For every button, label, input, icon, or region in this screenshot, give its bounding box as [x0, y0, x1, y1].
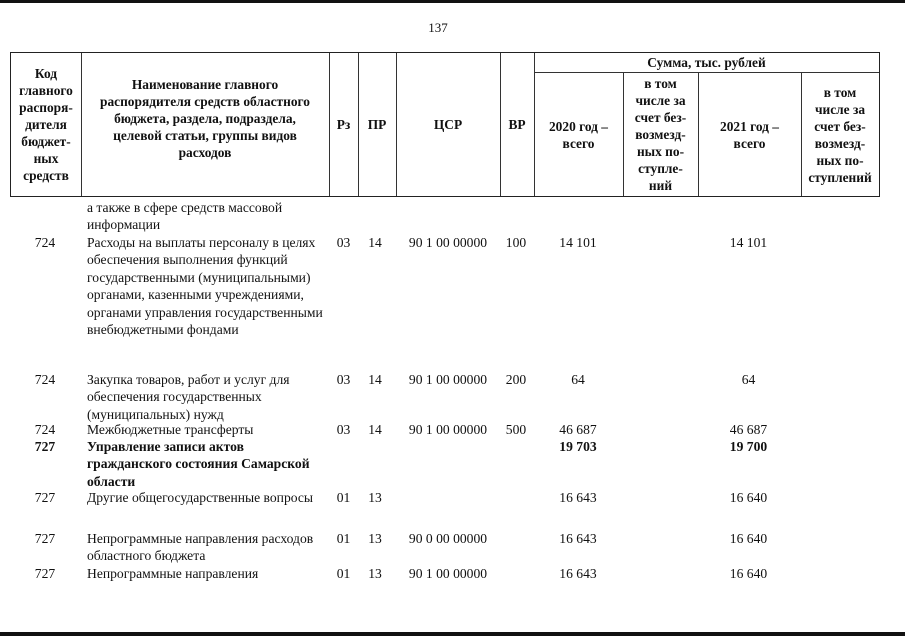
header-2020-incl: в том числе за счет без-возмезд-ных по-ступле-ний — [634, 76, 687, 193]
cell-pr: 14 — [368, 235, 382, 250]
header-code: Код главного распоря-дителя бюджет-ных средств — [19, 66, 73, 183]
cell-name: а также в сфере средств массовой информации — [87, 200, 283, 233]
cell-code: 727 — [34, 531, 56, 546]
header-vr: ВР — [508, 117, 526, 132]
table-header — [10, 52, 880, 197]
cell-code: 727 — [34, 490, 56, 505]
cell-pr: 14 — [368, 422, 382, 437]
cell-y2021: 14 101 — [729, 235, 768, 250]
cell-code: 727 — [34, 439, 56, 454]
cell-code: 724 — [34, 235, 56, 250]
cell-rz: 03 — [336, 372, 351, 387]
header-2021-incl: в том числе за счет без-возмезд-ных по-ступлений — [808, 84, 872, 185]
header-sum: Сумма, тыс. рублей — [647, 55, 766, 70]
page-number: 137 — [428, 20, 448, 35]
cell-vr: 200 — [505, 372, 527, 387]
cell-y2020: 64 — [571, 372, 585, 387]
cell-y2020: 46 687 — [559, 422, 597, 437]
cell-name: Непрограммные направления — [87, 566, 259, 581]
header-name: Наименование главного распорядителя средств областного бюджета, раздела, подраздела, целевой статьи, группы видов расходов — [100, 77, 310, 160]
cell-csr: 90 1 00 00000 — [408, 372, 488, 387]
header-csr: ЦСР — [433, 117, 463, 132]
cell-csr: 90 1 00 00000 — [408, 422, 488, 437]
cell-y2021: 46 687 — [729, 422, 768, 437]
cell-y2021: 64 — [741, 372, 756, 387]
header-rz: Рз — [336, 117, 351, 132]
header-pr: ПР — [367, 117, 387, 132]
cell-name: Закупка товаров, работ и услуг для обеспечения государственных (муниципальных) нужд — [87, 372, 290, 422]
cell-vr: 100 — [505, 235, 527, 250]
cell-y2020: 16 643 — [559, 531, 597, 546]
cell-rz: 01 — [336, 490, 351, 505]
top-scan-border — [0, 0, 905, 3]
bottom-scan-border — [0, 632, 905, 636]
cell-name: Межбюджетные трансферты — [87, 422, 254, 437]
cell-y2021: 16 640 — [729, 531, 768, 546]
header-2021: 2021 год – всего — [720, 118, 780, 151]
cell-code: 724 — [34, 372, 56, 387]
cell-rz: 03 — [336, 422, 351, 437]
cell-name: Другие общегосударственные вопросы — [87, 490, 314, 505]
cell-rz: 03 — [336, 235, 351, 250]
cell-pr: 13 — [368, 490, 382, 505]
cell-y2020: 16 643 — [559, 490, 597, 505]
cell-y2021: 16 640 — [729, 490, 768, 505]
cell-csr: 90 0 00 00000 — [408, 531, 488, 546]
header-2020: 2020 год – всего — [548, 118, 608, 151]
cell-pr: 14 — [368, 372, 382, 387]
cell-y2021: 19 700 — [729, 439, 768, 454]
cell-pr: 13 — [368, 566, 382, 581]
cell-code: 724 — [34, 422, 56, 437]
cell-name: Непрограммные направления расходов областного бюджета — [87, 531, 314, 564]
cell-y2020: 14 101 — [559, 235, 597, 250]
cell-rz: 01 — [336, 566, 351, 581]
cell-csr: 90 1 00 00000 — [408, 235, 488, 250]
cell-name: Управление записи актов гражданского состояния Самарской области — [87, 439, 310, 489]
cell-name: Расходы на выплаты персоналу в целях обеспечения выполнения функций государственными (муниципальными) органами, казенными учреждениями, органами управления государственными внебюджетными фондами — [87, 235, 323, 338]
cell-csr: 90 1 00 00000 — [408, 566, 488, 581]
cell-y2020: 19 703 — [559, 439, 597, 454]
cell-vr: 500 — [505, 422, 527, 437]
cell-rz: 01 — [336, 531, 351, 546]
cell-y2021: 16 640 — [729, 566, 768, 581]
cell-y2020: 16 643 — [559, 566, 597, 581]
cell-code: 727 — [34, 566, 56, 581]
cell-pr: 13 — [368, 531, 382, 546]
